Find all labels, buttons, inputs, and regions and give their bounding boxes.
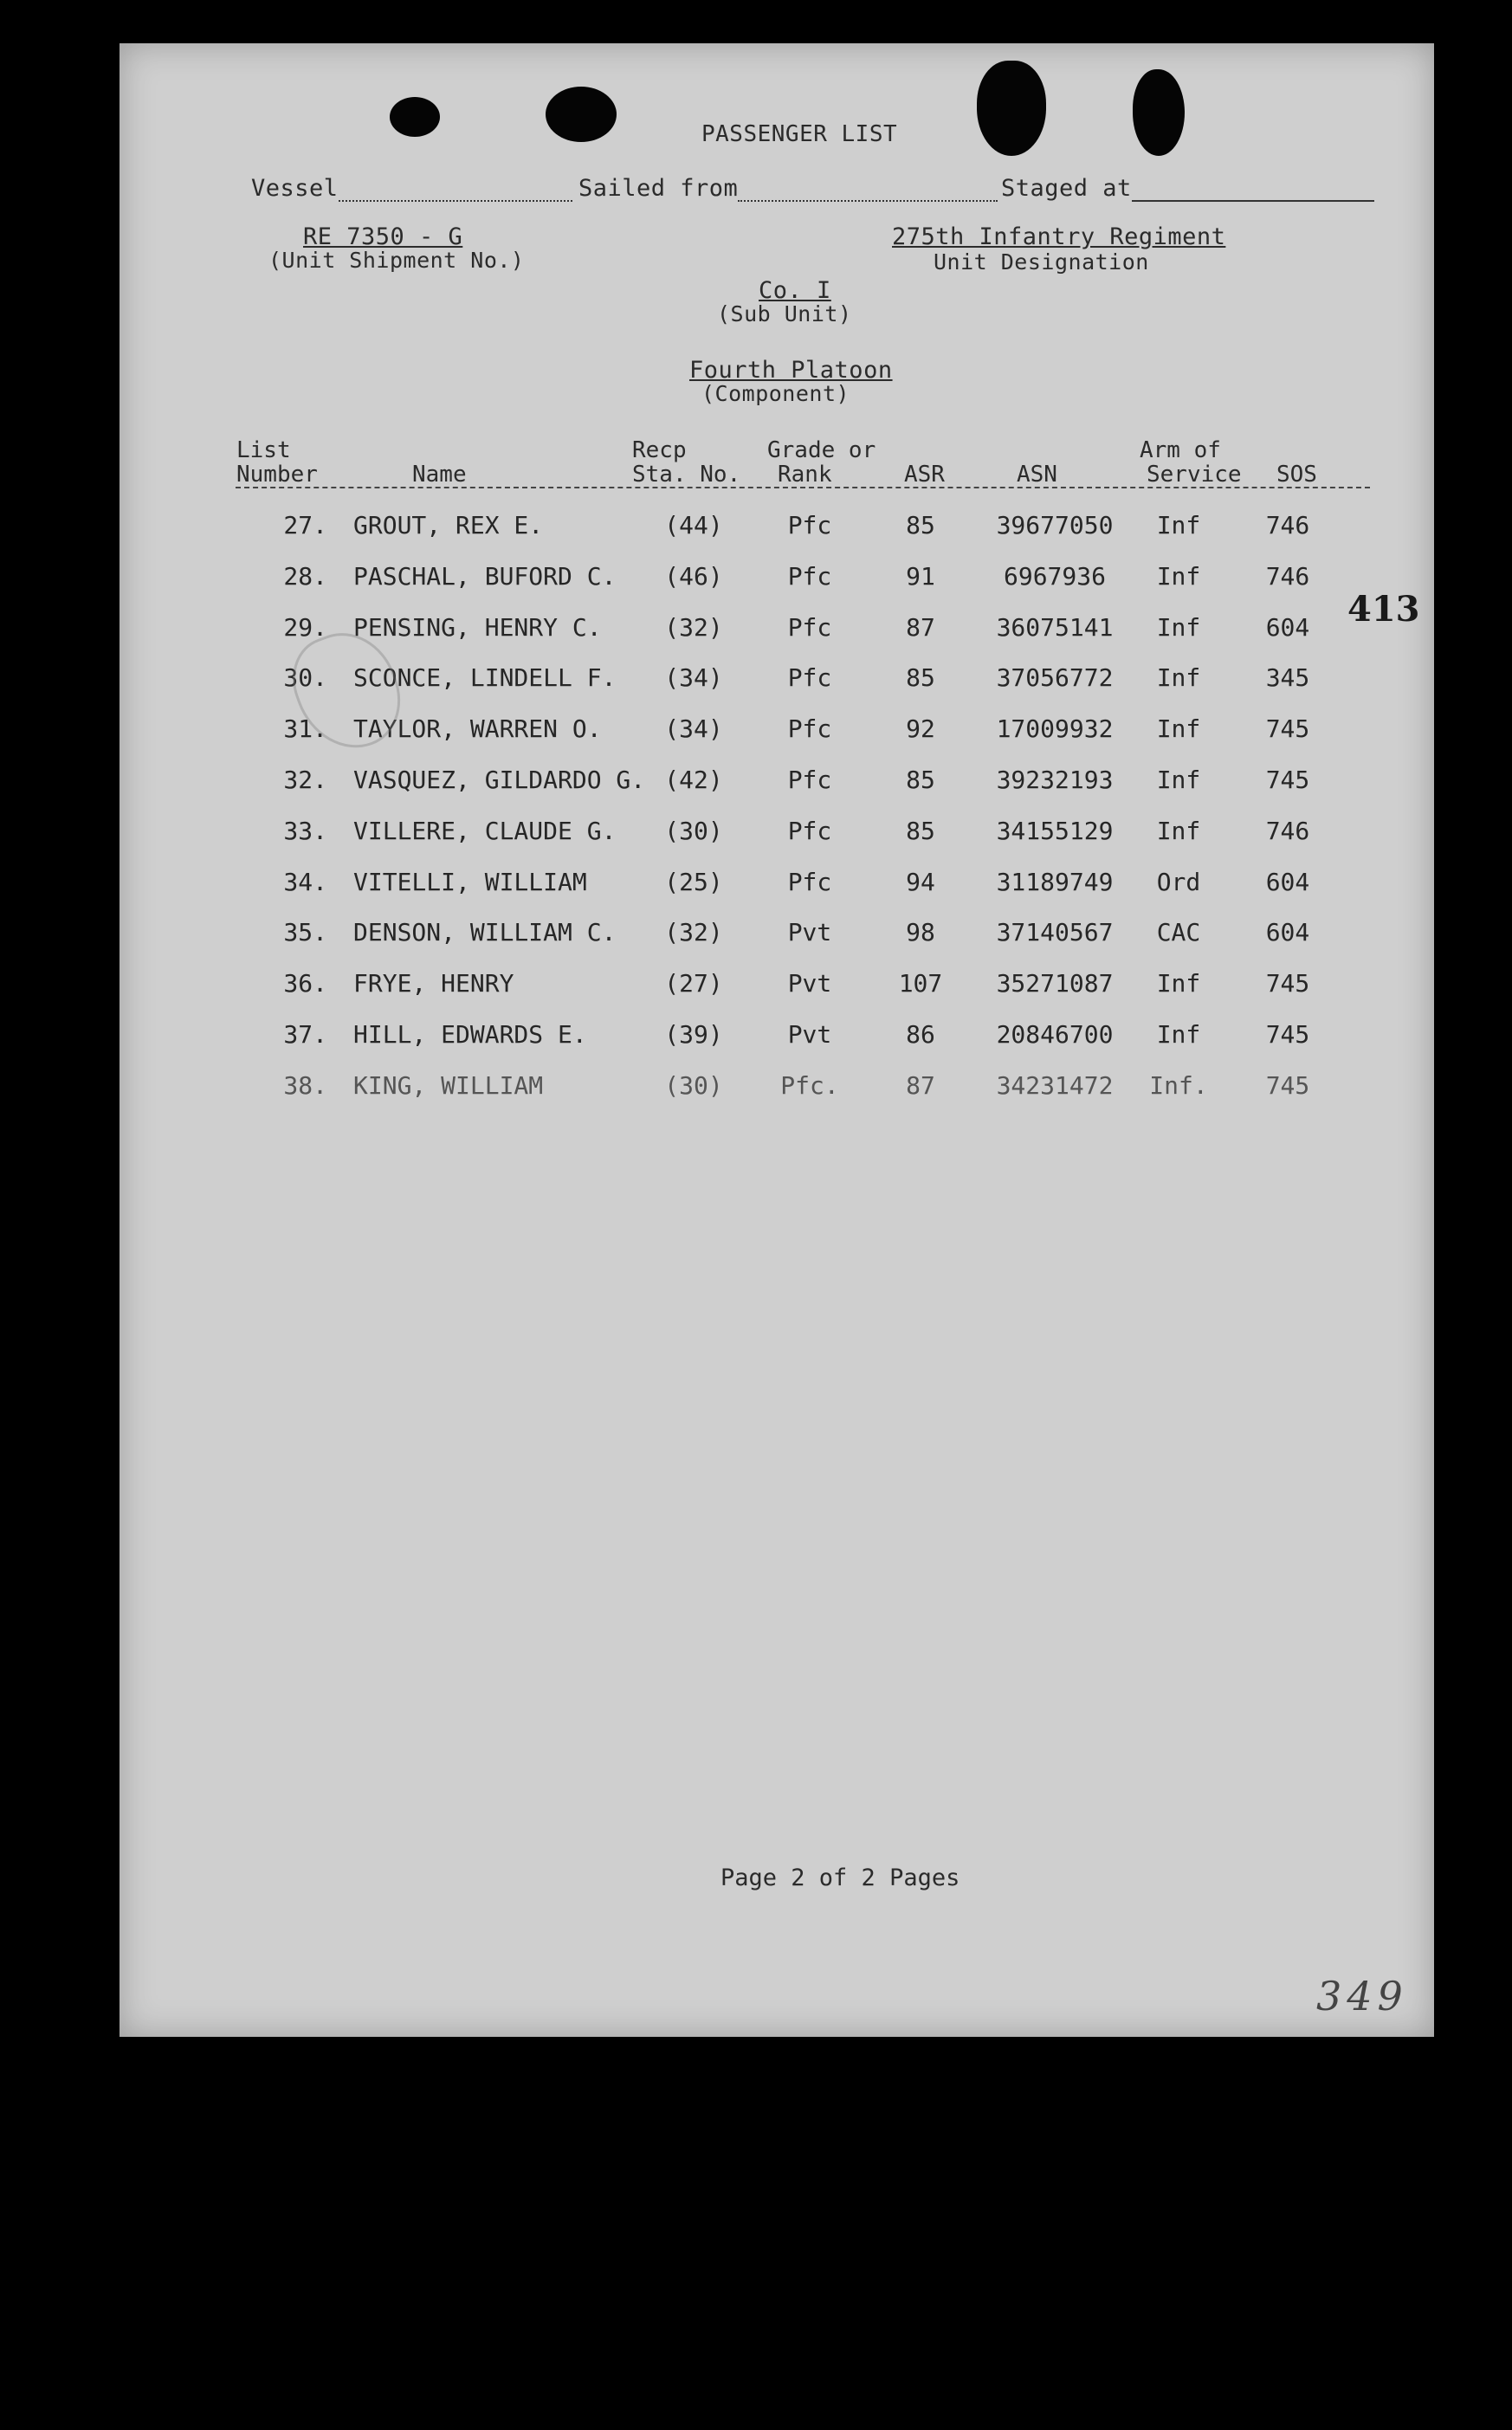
cell-sos: 604 (1265, 612, 1310, 642)
cell-num: 31. (283, 714, 327, 744)
cell-rank: Pfc (787, 816, 832, 845)
cell-asn: 34231472 (996, 1070, 1114, 1100)
cell-num: 37. (283, 1020, 327, 1049)
punch-hole-right-2 (1133, 69, 1185, 156)
col-sos: SOS (1276, 462, 1317, 488)
vessel-field (251, 175, 572, 202)
cell-sta: (44) (664, 511, 723, 540)
table-row (120, 1071, 1434, 1106)
col-recp-sta-no: Recp Sta. No. (632, 437, 741, 488)
cell-sta: (34) (664, 663, 723, 693)
cell-rank: Pvt (787, 918, 832, 947)
cell-sos: 746 (1265, 816, 1310, 845)
cell-num: 35. (283, 918, 327, 947)
cell-arm: Inf (1156, 663, 1201, 693)
cell-rank: Pvt (787, 969, 832, 998)
cell-num: 30. (283, 663, 327, 693)
cell-sta: (25) (664, 867, 723, 896)
cell-asr: 91 (906, 561, 935, 591)
vessel-blank (339, 200, 572, 202)
cell-asr: 87 (906, 612, 935, 642)
table-row (120, 969, 1434, 1004)
cell-arm: Inf (1156, 816, 1201, 845)
cell-arm: Inf (1156, 766, 1201, 794)
unit-designation-caption: Unit Designation (934, 249, 1149, 275)
cell-rank: Pfc (787, 663, 832, 693)
cell-asr: 98 (906, 918, 935, 947)
cell-asn: 37140567 (996, 918, 1114, 947)
cell-asn: 39232193 (996, 766, 1114, 794)
cell-sos: 745 (1265, 714, 1310, 744)
punch-hole-left (390, 97, 440, 137)
cell-sos: 745 (1265, 1070, 1310, 1100)
cell-rank: Pfc (787, 766, 832, 794)
cell-sos: 345 (1265, 663, 1310, 693)
sailed-from-blank (738, 200, 998, 202)
cell-rank: Pfc (787, 612, 832, 642)
col-asn: ASN (1017, 462, 1057, 488)
header-rule (236, 487, 1370, 488)
cell-name: SCONCE, LINDELL F. (353, 663, 617, 693)
cell-num: 33. (283, 816, 327, 845)
cell-rank: Pfc (787, 714, 832, 744)
cell-asn: 31189749 (996, 867, 1114, 896)
cell-name: VILLERE, CLAUDE G. (353, 816, 617, 845)
col-grade-rank: Grade or Rank (767, 437, 876, 488)
cell-rank: Pfc (787, 511, 832, 540)
cell-asr: 87 (906, 1070, 935, 1100)
cell-sos: 746 (1265, 511, 1310, 540)
cell-name: DENSON, WILLIAM C. (353, 918, 617, 947)
cell-asr: 85 (906, 511, 935, 540)
cell-asr: 92 (906, 714, 935, 744)
cell-name: KING, WILLIAM (353, 1070, 544, 1100)
cell-num: 27. (283, 511, 327, 540)
cell-name: TAYLOR, WARREN O. (353, 714, 602, 744)
cell-name: PENSING, HENRY C. (353, 612, 602, 642)
sailed-from-field (578, 175, 998, 202)
cell-asr: 85 (906, 663, 935, 693)
cell-arm: CAC (1156, 918, 1201, 947)
cell-arm: Inf (1156, 969, 1201, 998)
cell-asr: 86 (906, 1020, 935, 1049)
vessel-label: Vessel (251, 175, 339, 202)
cell-name: PASCHAL, BUFORD C. (353, 561, 617, 591)
cell-sos: 745 (1265, 969, 1310, 998)
cell-sta: (34) (664, 714, 723, 744)
table-row (120, 918, 1434, 953)
cell-num: 29. (283, 612, 327, 642)
cell-asr: 94 (906, 867, 935, 896)
cell-rank: Pvt (787, 1020, 832, 1049)
cell-asn: 39677050 (996, 511, 1114, 540)
cell-arm: Inf (1156, 561, 1201, 591)
page-footer: Page 2 of 2 Pages (720, 1865, 960, 1891)
cell-sta: (32) (664, 612, 723, 642)
cell-sta: (30) (664, 816, 723, 845)
col-arm-service: Arm of Service (1140, 437, 1242, 488)
cell-sta: (39) (664, 1020, 723, 1049)
cell-asn: 37056772 (996, 663, 1114, 693)
cell-sos: 745 (1265, 766, 1310, 794)
cell-asr: 85 (906, 816, 935, 845)
table-row (120, 868, 1434, 902)
cell-asn: 34155129 (996, 816, 1114, 845)
cell-name: VITELLI, WILLIAM (353, 867, 587, 896)
cell-rank: Pfc. (780, 1070, 839, 1100)
table-row (120, 817, 1434, 851)
table-row (120, 511, 1434, 546)
cell-arm: Inf (1156, 612, 1201, 642)
cell-name: FRYE, HENRY (353, 969, 514, 998)
cell-num: 32. (283, 766, 327, 794)
cell-asn: 20846700 (996, 1020, 1114, 1049)
cell-sta: (30) (664, 1070, 723, 1100)
cell-sta: (32) (664, 918, 723, 947)
cell-num: 28. (283, 561, 327, 591)
cell-sos: 604 (1265, 918, 1310, 947)
sub-unit-caption: (Sub Unit) (717, 301, 852, 326)
punch-hole-center (546, 87, 617, 142)
staged-at-blank (1132, 200, 1374, 202)
cell-asn: 36075141 (996, 612, 1114, 642)
cell-sos: 604 (1265, 867, 1310, 896)
cell-name: HILL, EDWARDS E. (353, 1020, 587, 1049)
col-name: Name (412, 462, 467, 488)
cell-sos: 746 (1265, 561, 1310, 591)
cell-name: GROUT, REX E. (353, 511, 544, 540)
cell-arm: Inf. (1149, 1070, 1208, 1100)
cell-asn: 17009932 (996, 714, 1114, 744)
component: Fourth Platoon (689, 357, 893, 384)
page-title: PASSENGER LIST (701, 121, 898, 147)
table-row (120, 766, 1434, 800)
sailed-from-label: Sailed from (578, 175, 739, 202)
cell-asn: 6967936 (1003, 561, 1106, 591)
cell-sos: 745 (1265, 1020, 1310, 1049)
cell-sta: (27) (664, 969, 723, 998)
shipment-caption: (Unit Shipment No.) (268, 248, 525, 273)
document-page (120, 43, 1434, 2037)
col-asr: ASR (904, 462, 945, 488)
cell-rank: Pfc (787, 867, 832, 896)
handwritten-page-number: 349 (1316, 1973, 1408, 2020)
margin-number: 413 (1347, 589, 1420, 630)
cell-asr: 107 (898, 969, 943, 998)
shipment-number: RE 7350 - G (303, 223, 463, 250)
cell-num: 34. (283, 867, 327, 896)
cell-name: VASQUEZ, GILDARDO G. (353, 766, 646, 794)
cell-sta: (42) (664, 766, 723, 794)
unit-designation: 275th Infantry Regiment (892, 223, 1226, 250)
cell-arm: Inf (1156, 1020, 1201, 1049)
cell-asn: 35271087 (996, 969, 1114, 998)
col-list-number: List Number (236, 437, 318, 488)
cell-rank: Pfc (787, 561, 832, 591)
punch-hole-right-1 (977, 61, 1046, 156)
cell-sta: (46) (664, 561, 723, 591)
cell-num: 36. (283, 969, 327, 998)
cell-arm: Inf (1156, 714, 1201, 744)
cell-asr: 85 (906, 766, 935, 794)
sub-unit: Co. I (759, 277, 831, 304)
component-caption: (Component) (701, 381, 850, 406)
cell-arm: Ord (1156, 867, 1201, 896)
cell-num: 38. (283, 1070, 327, 1100)
table-row (120, 1020, 1434, 1055)
staged-at-label: Staged at (1001, 175, 1132, 202)
cell-arm: Inf (1156, 511, 1201, 540)
staged-at-field (1001, 175, 1374, 202)
table-row (120, 562, 1434, 597)
